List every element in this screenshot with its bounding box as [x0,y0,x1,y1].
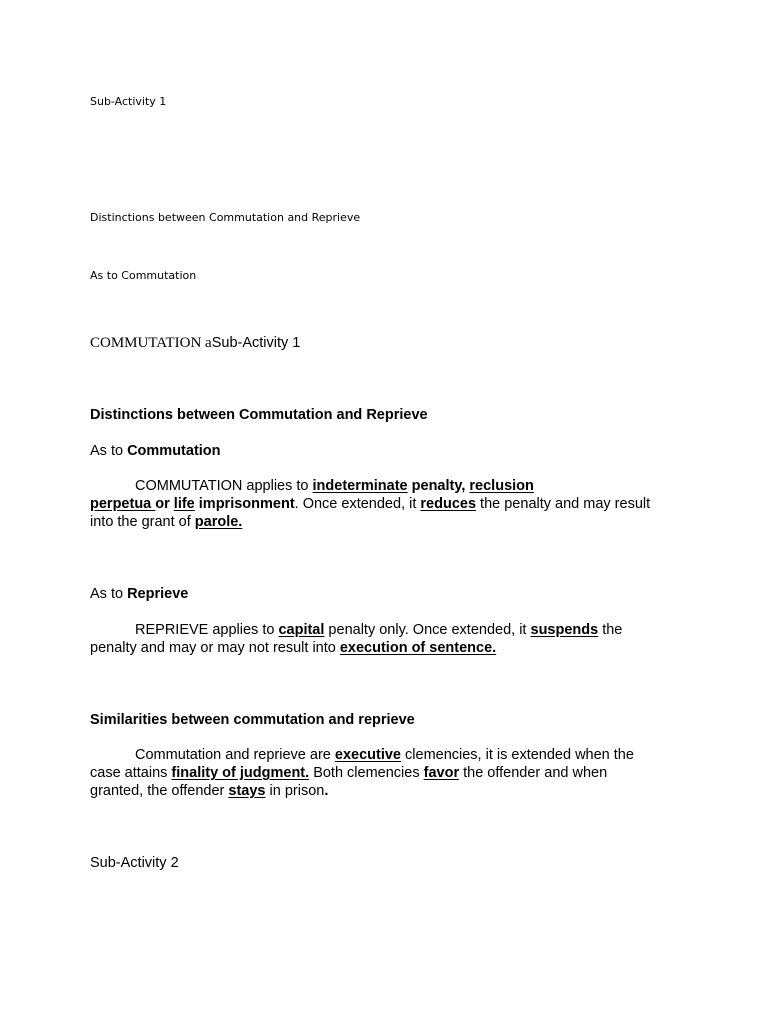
text-run: granted, the offender [90,783,229,799]
reprieve-paragraph [90,621,690,657]
text-run: case attains [90,765,172,781]
commutation-sub-activity-line [90,334,300,352]
text-run: into the grant of [90,514,195,530]
distinctions-heading: Distinctions between Commutation and Reprieve [90,407,428,423]
paragraph-line [90,621,690,639]
text-run: COMMUTATION applies to [135,478,313,494]
similarities-paragraph [90,746,690,800]
similarities-heading: Similarities between commutation and reprieve [90,712,415,728]
as-to-commutation-term: Commutation [127,443,221,459]
underlined-term: finality of judgment. [171,765,310,781]
small-distinctions-heading: Distinctions between Commutation and Reprieve [90,211,361,224]
bold-run: penalty, [407,478,470,494]
as-to-commutation-heading [90,442,221,460]
text-run: clemencies, it is extended when the [401,747,634,763]
as-to-prefix: As to [90,586,128,602]
paragraph-line [90,764,690,782]
text-run: penalty only. Once extended, it [324,622,531,638]
bold-run: imprisonment [194,496,295,512]
text-run: Commutation and reprieve are [135,747,335,763]
sub-activity-2: Sub-Activity 2 [90,855,179,871]
underlined-term: reclusion [469,478,534,494]
small-as-to-commutation: As to Commutation [90,269,197,282]
underlined-term: execution of sentence. [339,640,497,656]
sub-activity-1-text: Sub-Activity 1 [211,335,301,351]
as-to-reprieve-term: Reprieve [127,586,189,602]
underlined-term: favor [423,765,460,781]
commutation-paragraph [90,477,690,531]
paragraph-line [90,782,690,800]
underlined-term: parole. [194,514,243,530]
underlined-term: reduces [420,496,477,512]
paragraph-line [90,477,690,495]
underlined-term: suspends [530,622,599,638]
text-run: the [598,622,623,638]
paragraph-line [90,746,690,764]
text-run: . Once extended, it [294,496,421,512]
text-run: the penalty and may result [476,496,651,512]
text-run: the offender and when [459,765,608,781]
bold-period: . [324,783,329,799]
underlined-term: perpetua [90,496,156,512]
paragraph-line [90,495,690,513]
underlined-term: capital [278,622,325,638]
text-run: in prison [265,783,325,799]
underlined-term: executive [334,747,401,763]
commutation-a-text: COMMUTATION a [90,335,212,351]
small-sub-activity-1: Sub-Activity 1 [90,95,167,108]
text-run: penalty and may or may not result into [90,640,340,656]
underlined-term: stays [228,783,266,799]
as-to-reprieve-heading [90,585,188,603]
paragraph-line [90,513,690,531]
bold-run: or [155,496,174,512]
underlined-term: indeterminate [312,478,408,494]
underlined-term: life [173,496,195,512]
as-to-prefix: As to [90,443,128,459]
paragraph-line [90,639,690,657]
text-run: REPRIEVE applies to [135,622,279,638]
text-run: Both clemencies [309,765,424,781]
